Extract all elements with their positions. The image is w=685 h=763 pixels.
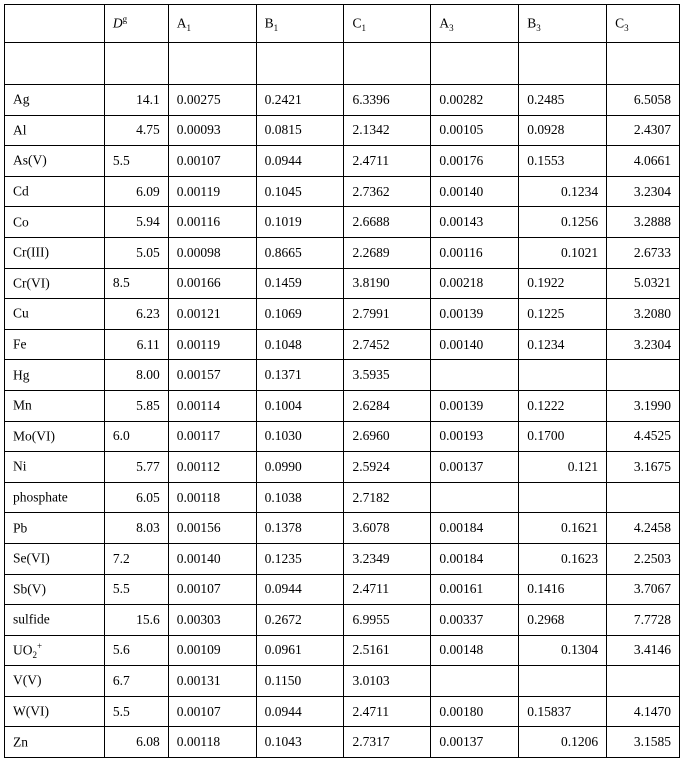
- table-cell: 0.2672: [256, 605, 344, 636]
- table-row: [5, 299, 680, 330]
- table-cell: 0.1235: [256, 543, 344, 574]
- table-cell: 3.2888: [607, 207, 680, 238]
- header-row: [5, 5, 680, 43]
- table-cell: 0.00176: [431, 146, 519, 177]
- table-cell: 2.6733: [607, 237, 680, 268]
- header-main: A: [176, 15, 187, 31]
- row-label-name: Cu: [13, 305, 29, 321]
- row-label-name: Cd: [13, 183, 29, 199]
- table-cell: 15.6: [104, 605, 168, 636]
- table-cell: 2.4711: [344, 146, 431, 177]
- table-cell: 5.5: [104, 574, 168, 605]
- table-cell: 0.00161: [431, 574, 519, 605]
- table-row: [5, 605, 680, 636]
- table-row: [5, 329, 680, 360]
- table-cell: 0.0928: [519, 115, 607, 146]
- table-cell: 0.00143: [431, 207, 519, 238]
- header-sub: 3: [449, 23, 454, 34]
- table-cell: 0.00184: [431, 513, 519, 544]
- row-label-name: Zn: [13, 734, 28, 750]
- table-cell: 0.00121: [168, 299, 256, 330]
- table-cell: 0.00117: [168, 421, 256, 452]
- row-label: [5, 207, 105, 238]
- row-label: [5, 635, 105, 666]
- row-label: [5, 85, 105, 116]
- table-cell: 6.09: [104, 176, 168, 207]
- table-cell: 0.00137: [431, 452, 519, 483]
- table-cell: 0.00098: [168, 237, 256, 268]
- row-label: [5, 115, 105, 146]
- table-cell: 2.6688: [344, 207, 431, 238]
- table-cell: 5.0321: [607, 268, 680, 299]
- table-cell: 2.2503: [607, 543, 680, 574]
- row-label-name: Se(VI): [13, 550, 50, 566]
- row-label-name: Cr(VI): [13, 275, 50, 291]
- row-label-sub: 2: [32, 650, 37, 661]
- row-label: [5, 176, 105, 207]
- table-cell: 0.00148: [431, 635, 519, 666]
- row-label-name: Mo(VI): [13, 428, 55, 444]
- table-cell: 0.1623: [519, 543, 607, 574]
- blank-cell: [344, 43, 431, 85]
- table-row: [5, 452, 680, 483]
- row-label: [5, 360, 105, 391]
- table-cell: 2.7991: [344, 299, 431, 330]
- table-cell: 0.1234: [519, 329, 607, 360]
- table-cell: [607, 482, 680, 513]
- blank-cell: [607, 43, 680, 85]
- table-cell: 2.7317: [344, 727, 431, 758]
- row-label: [5, 146, 105, 177]
- table-cell: 6.23: [104, 299, 168, 330]
- table-cell: 0.00139: [431, 390, 519, 421]
- table-cell: 0.1234: [519, 176, 607, 207]
- table-cell: 5.85: [104, 390, 168, 421]
- row-label-name: W(VI): [13, 703, 49, 719]
- table-cell: 6.11: [104, 329, 168, 360]
- table-cell: 0.00109: [168, 635, 256, 666]
- table-cell: 0.00107: [168, 146, 256, 177]
- table-cell: 5.05: [104, 237, 168, 268]
- table-cell: 5.94: [104, 207, 168, 238]
- table-cell: 5.77: [104, 452, 168, 483]
- header-main: D: [112, 15, 123, 31]
- table-cell: 0.2485: [519, 85, 607, 116]
- table-cell: 0.00093: [168, 115, 256, 146]
- header-main: B: [527, 15, 537, 31]
- table-cell: 0.1222: [519, 390, 607, 421]
- table-cell: 0.1150: [256, 666, 344, 697]
- table-cell: 6.9955: [344, 605, 431, 636]
- row-label: [5, 727, 105, 758]
- table-cell: 0.0944: [256, 146, 344, 177]
- table-cell: 5.6: [104, 635, 168, 666]
- blank-cell: [5, 43, 105, 85]
- header-sup: g: [122, 13, 128, 24]
- table-cell: 2.4307: [607, 115, 680, 146]
- table-cell: 0.00114: [168, 390, 256, 421]
- table-cell: 3.2304: [607, 176, 680, 207]
- table-cell: 0.1922: [519, 268, 607, 299]
- table-cell: [519, 360, 607, 391]
- table-row: [5, 146, 680, 177]
- row-label-name: Pb: [13, 520, 28, 536]
- table-cell: 0.00303: [168, 605, 256, 636]
- table-cell: [607, 666, 680, 697]
- table-cell: 0.00118: [168, 482, 256, 513]
- table-cell: 0.1021: [519, 237, 607, 268]
- table-cell: [431, 666, 519, 697]
- table-cell: 0.00119: [168, 176, 256, 207]
- table-cell: 2.7182: [344, 482, 431, 513]
- row-label-name: sulfide: [13, 611, 50, 627]
- blank-cell: [104, 43, 168, 85]
- table-cell: 0.1225: [519, 299, 607, 330]
- table-cell: 4.0661: [607, 146, 680, 177]
- table-row: [5, 237, 680, 268]
- table-row: [5, 635, 680, 666]
- table-cell: 4.2458: [607, 513, 680, 544]
- table-cell: 0.1206: [519, 727, 607, 758]
- table-cell: 0.1045: [256, 176, 344, 207]
- table-cell: 0.15837: [519, 696, 607, 727]
- table-cell: 3.2304: [607, 329, 680, 360]
- table-cell: 0.0944: [256, 696, 344, 727]
- table-cell: 6.7: [104, 666, 168, 697]
- table-cell: 0.00184: [431, 543, 519, 574]
- row-label-name: Ni: [13, 458, 27, 474]
- table-cell: 0.1048: [256, 329, 344, 360]
- table-cell: 7.2: [104, 543, 168, 574]
- table-row: [5, 176, 680, 207]
- table-cell: 4.4525: [607, 421, 680, 452]
- table-cell: [519, 666, 607, 697]
- row-label-name: Hg: [13, 367, 30, 383]
- row-label-name: V(V): [13, 672, 42, 688]
- row-label: [5, 390, 105, 421]
- table-cell: 2.6960: [344, 421, 431, 452]
- table-cell: 2.6284: [344, 390, 431, 421]
- table-row: [5, 390, 680, 421]
- row-label-name: Ag: [13, 91, 30, 107]
- table-cell: 2.4711: [344, 574, 431, 605]
- table-cell: 2.5924: [344, 452, 431, 483]
- table-cell: 3.0103: [344, 666, 431, 697]
- table-cell: 0.00157: [168, 360, 256, 391]
- table-cell: 0.00118: [168, 727, 256, 758]
- column-header: [431, 5, 519, 43]
- coefficient-table: [4, 4, 680, 758]
- table-cell: 6.05: [104, 482, 168, 513]
- table-cell: 0.1378: [256, 513, 344, 544]
- table-cell: 3.5935: [344, 360, 431, 391]
- table-cell: 6.5058: [607, 85, 680, 116]
- table-row: [5, 666, 680, 697]
- row-label: [5, 696, 105, 727]
- table-cell: 0.00218: [431, 268, 519, 299]
- table-cell: 0.00140: [168, 543, 256, 574]
- table-row: [5, 696, 680, 727]
- row-label: [5, 513, 105, 544]
- table-cell: [519, 482, 607, 513]
- row-label-name: As(V): [13, 152, 47, 168]
- table-cell: 3.7067: [607, 574, 680, 605]
- table-row: [5, 268, 680, 299]
- table-cell: 0.00105: [431, 115, 519, 146]
- row-label-name: Al: [13, 122, 27, 138]
- table-cell: 2.7362: [344, 176, 431, 207]
- header-main: B: [264, 15, 274, 31]
- table-cell: 0.1038: [256, 482, 344, 513]
- row-label: [5, 452, 105, 483]
- row-label-name: Co: [13, 214, 29, 230]
- row-label-name: Fe: [13, 336, 27, 352]
- table-cell: 0.1043: [256, 727, 344, 758]
- table-cell: 8.03: [104, 513, 168, 544]
- table-cell: [431, 360, 519, 391]
- header-main: C: [352, 15, 362, 31]
- column-header: [607, 5, 680, 43]
- table-cell: 0.00282: [431, 85, 519, 116]
- table-row: [5, 360, 680, 391]
- row-label: [5, 605, 105, 636]
- table-cell: 0.00116: [168, 207, 256, 238]
- table-cell: 0.0961: [256, 635, 344, 666]
- table-cell: 0.0990: [256, 452, 344, 483]
- table-cell: 0.1019: [256, 207, 344, 238]
- table-row: [5, 207, 680, 238]
- row-label-name: Cr(III): [13, 244, 49, 260]
- table-cell: 0.2968: [519, 605, 607, 636]
- table-cell: 6.08: [104, 727, 168, 758]
- column-header: [5, 5, 105, 43]
- table-cell: 0.00119: [168, 329, 256, 360]
- blank-cell: [431, 43, 519, 85]
- table-cell: 4.1470: [607, 696, 680, 727]
- table-cell: 0.1030: [256, 421, 344, 452]
- table-cell: 8.00: [104, 360, 168, 391]
- table-cell: 6.3396: [344, 85, 431, 116]
- row-label: [5, 268, 105, 299]
- table-cell: [431, 482, 519, 513]
- table-cell: 3.2080: [607, 299, 680, 330]
- table-cell: 2.4711: [344, 696, 431, 727]
- table-row: [5, 421, 680, 452]
- table-cell: 0.00166: [168, 268, 256, 299]
- table-row: [5, 115, 680, 146]
- column-header: [519, 5, 607, 43]
- table-cell: 0.1304: [519, 635, 607, 666]
- column-header: [344, 5, 431, 43]
- header-sub: 3: [624, 23, 629, 34]
- table-cell: 3.2349: [344, 543, 431, 574]
- column-header: [256, 5, 344, 43]
- table-cell: 5.5: [104, 696, 168, 727]
- table-cell: 0.1371: [256, 360, 344, 391]
- table-cell: 0.8665: [256, 237, 344, 268]
- row-label-name: Sb(V): [13, 581, 46, 597]
- table-cell: 3.1585: [607, 727, 680, 758]
- table-cell: 0.00193: [431, 421, 519, 452]
- table-cell: 0.00116: [431, 237, 519, 268]
- table-row: [5, 727, 680, 758]
- table-cell: 0.1700: [519, 421, 607, 452]
- table-cell: 8.5: [104, 268, 168, 299]
- table-cell: 0.1621: [519, 513, 607, 544]
- table-cell: 2.5161: [344, 635, 431, 666]
- row-label-name: UO: [13, 642, 33, 658]
- header-sub: 1: [273, 23, 279, 34]
- table-row: [5, 513, 680, 544]
- blank-cell: [168, 43, 256, 85]
- table-cell: 0.00112: [168, 452, 256, 483]
- table-cell: 0.00131: [168, 666, 256, 697]
- row-label-name: Mn: [13, 397, 32, 413]
- table-cell: [607, 360, 680, 391]
- table-cell: 0.1069: [256, 299, 344, 330]
- table-cell: 3.8190: [344, 268, 431, 299]
- header-sub: 1: [361, 23, 366, 34]
- row-label: [5, 299, 105, 330]
- table-cell: 7.7728: [607, 605, 680, 636]
- table-cell: 0.00107: [168, 696, 256, 727]
- row-label: [5, 329, 105, 360]
- table-cell: 0.00139: [431, 299, 519, 330]
- table-cell: 0.1553: [519, 146, 607, 177]
- blank-cell: [256, 43, 344, 85]
- table-cell: 0.00107: [168, 574, 256, 605]
- table-cell: 0.00137: [431, 727, 519, 758]
- row-label: [5, 574, 105, 605]
- table-row: [5, 574, 680, 605]
- header-main: A: [439, 15, 450, 31]
- table-cell: 0.00156: [168, 513, 256, 544]
- table-cell: 0.1256: [519, 207, 607, 238]
- row-label: [5, 237, 105, 268]
- table-cell: 3.4146: [607, 635, 680, 666]
- table-cell: 0.00140: [431, 176, 519, 207]
- row-label: [5, 543, 105, 574]
- table-cell: 0.2421: [256, 85, 344, 116]
- row-label: [5, 482, 105, 513]
- table-row: [5, 482, 680, 513]
- header-sub: 1: [186, 23, 191, 34]
- table-cell: 6.0: [104, 421, 168, 452]
- table-cell: 3.1675: [607, 452, 680, 483]
- table-cell: 0.1004: [256, 390, 344, 421]
- table-cell: 0.1459: [256, 268, 344, 299]
- table-cell: 2.1342: [344, 115, 431, 146]
- row-label: [5, 666, 105, 697]
- table-cell: 14.1: [104, 85, 168, 116]
- table-cell: 0.121: [519, 452, 607, 483]
- table-cell: 5.5: [104, 146, 168, 177]
- column-header: [104, 5, 168, 43]
- table-cell: 3.6078: [344, 513, 431, 544]
- header-main: C: [615, 15, 625, 31]
- row-label-sup: +: [37, 640, 43, 651]
- table-cell: 0.00180: [431, 696, 519, 727]
- table-row: [5, 85, 680, 116]
- blank-cell: [519, 43, 607, 85]
- row-label-name: phosphate: [13, 489, 68, 505]
- table-cell: 3.1990: [607, 390, 680, 421]
- table-cell: 0.00337: [431, 605, 519, 636]
- table-cell: 4.75: [104, 115, 168, 146]
- table-cell: 0.0944: [256, 574, 344, 605]
- table-cell: 2.2689: [344, 237, 431, 268]
- header-sub: 3: [536, 23, 541, 34]
- blank-row: [5, 43, 680, 85]
- table-cell: 0.00275: [168, 85, 256, 116]
- table-cell: 0.0815: [256, 115, 344, 146]
- row-label: [5, 421, 105, 452]
- column-header: [168, 5, 256, 43]
- table-cell: 0.1416: [519, 574, 607, 605]
- table-cell: 2.7452: [344, 329, 431, 360]
- table-cell: 0.00140: [431, 329, 519, 360]
- table-row: [5, 543, 680, 574]
